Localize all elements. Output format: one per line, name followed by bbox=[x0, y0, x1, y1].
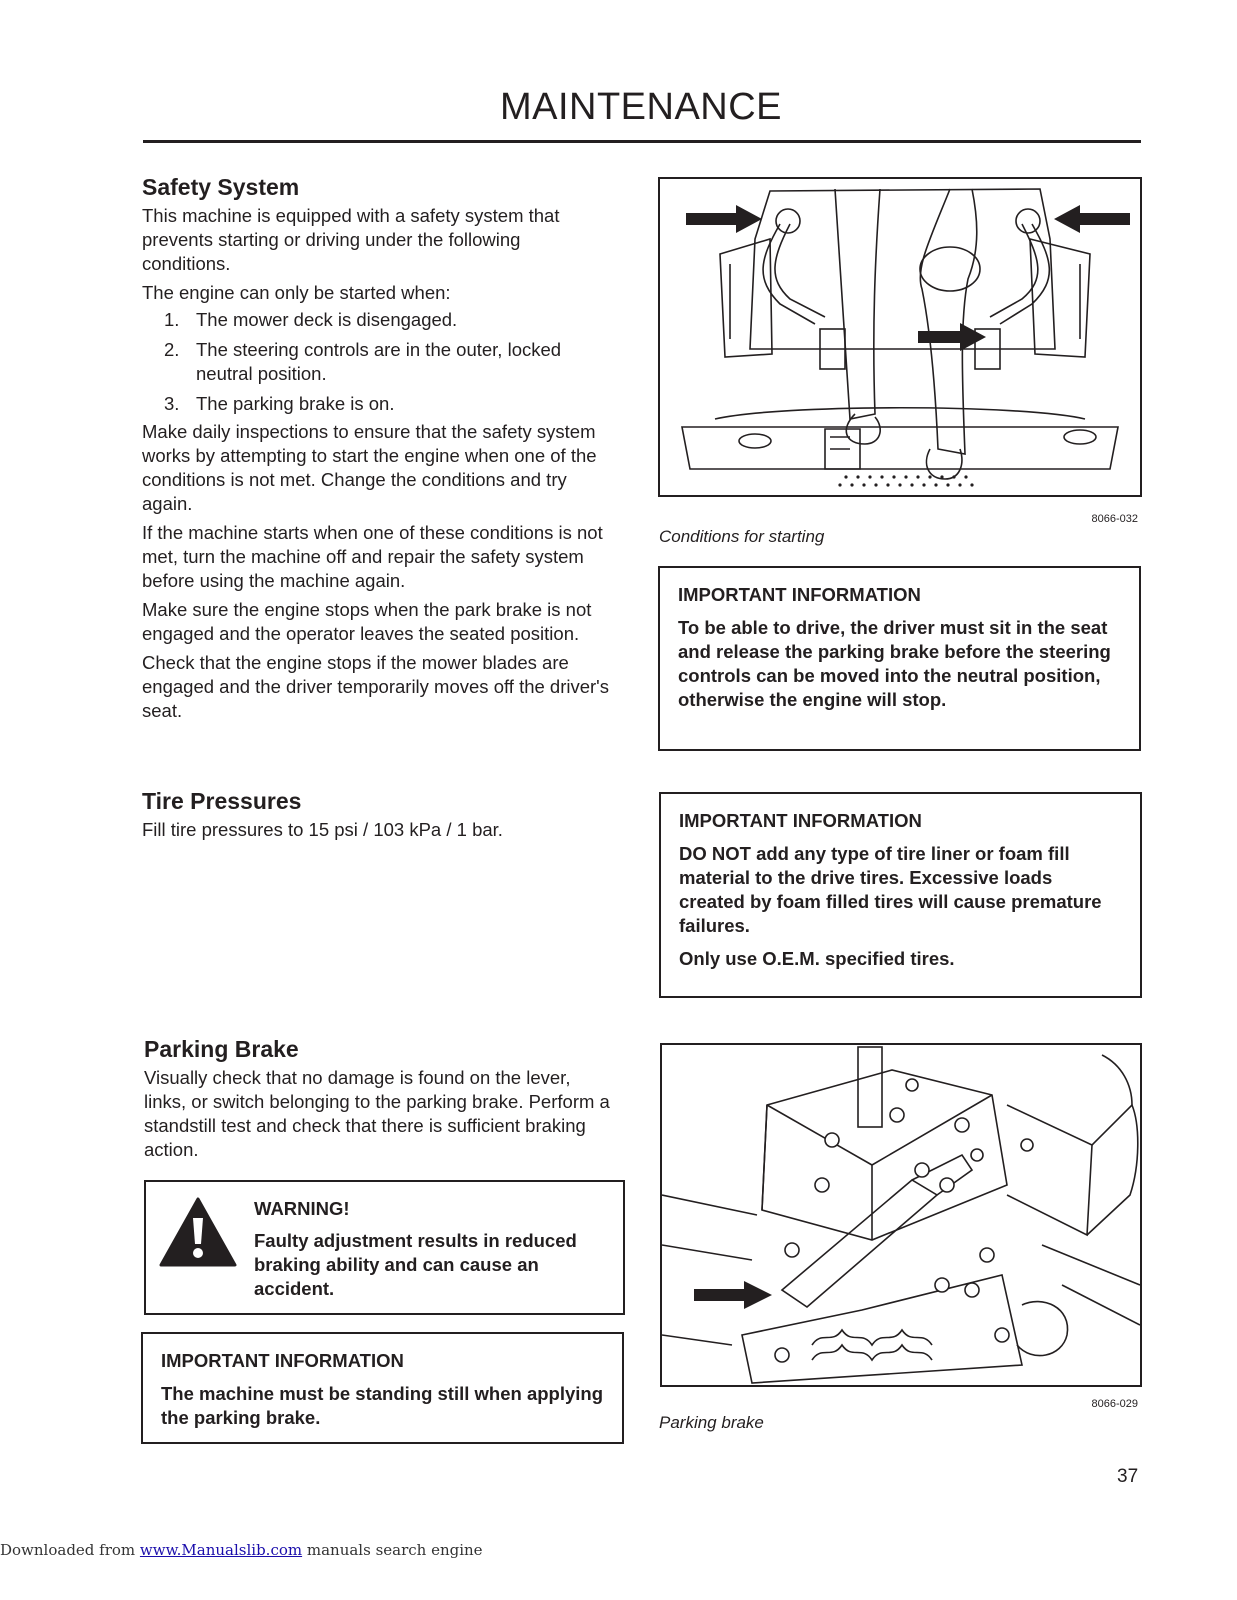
mower-seat-illustration bbox=[660, 179, 1140, 495]
info-title: IMPORTANT INFORMATION bbox=[678, 584, 921, 605]
warning-title: WARNING! bbox=[254, 1198, 350, 1219]
important-info-box bbox=[141, 1332, 624, 1444]
list-number: 2. bbox=[164, 339, 180, 360]
manualslib-link[interactable]: www.Manualslib.com bbox=[139, 1541, 303, 1559]
list-item bbox=[142, 308, 612, 332]
pointer-arrow-icon bbox=[694, 1281, 772, 1309]
safety-paragraph: If the machine starts when one of these conditions is not met, turn the machine off and repair the safety system before using the machine again. bbox=[142, 522, 603, 591]
important-info-box bbox=[659, 792, 1142, 998]
brake-section bbox=[144, 1036, 614, 1162]
info-body-secondary: Only use O.E.M. specified tires. bbox=[679, 948, 955, 969]
download-footer bbox=[0, 1541, 483, 1559]
list-text: The parking brake is on. bbox=[196, 393, 395, 414]
safety-intro: This machine is equipped with a safety system that prevents starting or driving under the following conditions. bbox=[142, 205, 560, 274]
parking-brake-illustration bbox=[662, 1045, 1140, 1385]
page-number: 37 bbox=[1117, 1466, 1139, 1487]
footer-suffix: manuals search engine bbox=[302, 1541, 483, 1559]
tire-section bbox=[142, 788, 612, 842]
safety-lead: The engine can only be started when: bbox=[142, 282, 451, 303]
figure-code: 8066-029 bbox=[1091, 1398, 1138, 1410]
list-item bbox=[142, 338, 612, 386]
page-title: MAINTENANCE bbox=[499, 86, 783, 128]
info-body: DO NOT add any type of tire liner or foam fill material to the drive tires. Excessive loads created by foam filled tires will cause premature failures. bbox=[679, 843, 1102, 936]
title-rule bbox=[143, 140, 1141, 143]
safety-section bbox=[142, 174, 612, 723]
figure-parking-brake bbox=[660, 1043, 1142, 1387]
warning-triangle-icon bbox=[158, 1196, 238, 1268]
figure-code: 8066-032 bbox=[1091, 513, 1138, 525]
safety-heading: Safety System bbox=[142, 174, 300, 200]
important-info-box bbox=[658, 566, 1141, 751]
list-text: The steering controls are in the outer, locked neutral position. bbox=[196, 339, 562, 384]
figure-caption: Parking brake bbox=[659, 1413, 764, 1432]
tire-text: Fill tire pressures to 15 psi / 103 kPa / 1 bar. bbox=[142, 819, 503, 840]
figure-caption: Conditions for starting bbox=[659, 527, 825, 546]
tire-heading: Tire Pressures bbox=[142, 788, 302, 814]
list-text: The mower deck is disengaged. bbox=[196, 309, 458, 330]
warning-box bbox=[144, 1180, 625, 1315]
info-title: IMPORTANT INFORMATION bbox=[679, 810, 922, 831]
info-body: The machine must be standing still when applying the parking brake. bbox=[161, 1383, 604, 1428]
safety-paragraph: Make daily inspections to ensure that the safety system works by attempting to start the engine when one of the conditions is not met. Change the conditions and try again. bbox=[142, 421, 597, 514]
safety-paragraph: Check that the engine stops if the mower blades are engaged and the driver temporarily moves off the driver's seat. bbox=[142, 652, 609, 721]
footer-prefix: Downloaded from bbox=[0, 1541, 140, 1559]
list-number: 3. bbox=[164, 393, 180, 414]
info-body: To be able to drive, the driver must sit in the seat and release the parking brake before the steering controls can be moved into the neutral position, otherwise the engine will stop. bbox=[678, 617, 1111, 710]
figure-conditions-for-starting bbox=[658, 177, 1142, 497]
info-title: IMPORTANT INFORMATION bbox=[161, 1350, 404, 1371]
safety-paragraph: Make sure the engine stops when the park brake is not engaged and the operator leaves the seated position. bbox=[142, 599, 592, 644]
list-item bbox=[142, 392, 612, 416]
brake-heading: Parking Brake bbox=[144, 1036, 299, 1062]
warning-body: Faulty adjustment results in reduced braking ability and can cause an accident. bbox=[254, 1230, 577, 1299]
brake-text: Visually check that no damage is found on the lever, links, or switch belonging to the parking brake. Perform a standstill test and check that there is sufficient braking action. bbox=[144, 1067, 610, 1160]
start-conditions-list bbox=[142, 308, 612, 416]
list-number: 1. bbox=[164, 309, 180, 330]
